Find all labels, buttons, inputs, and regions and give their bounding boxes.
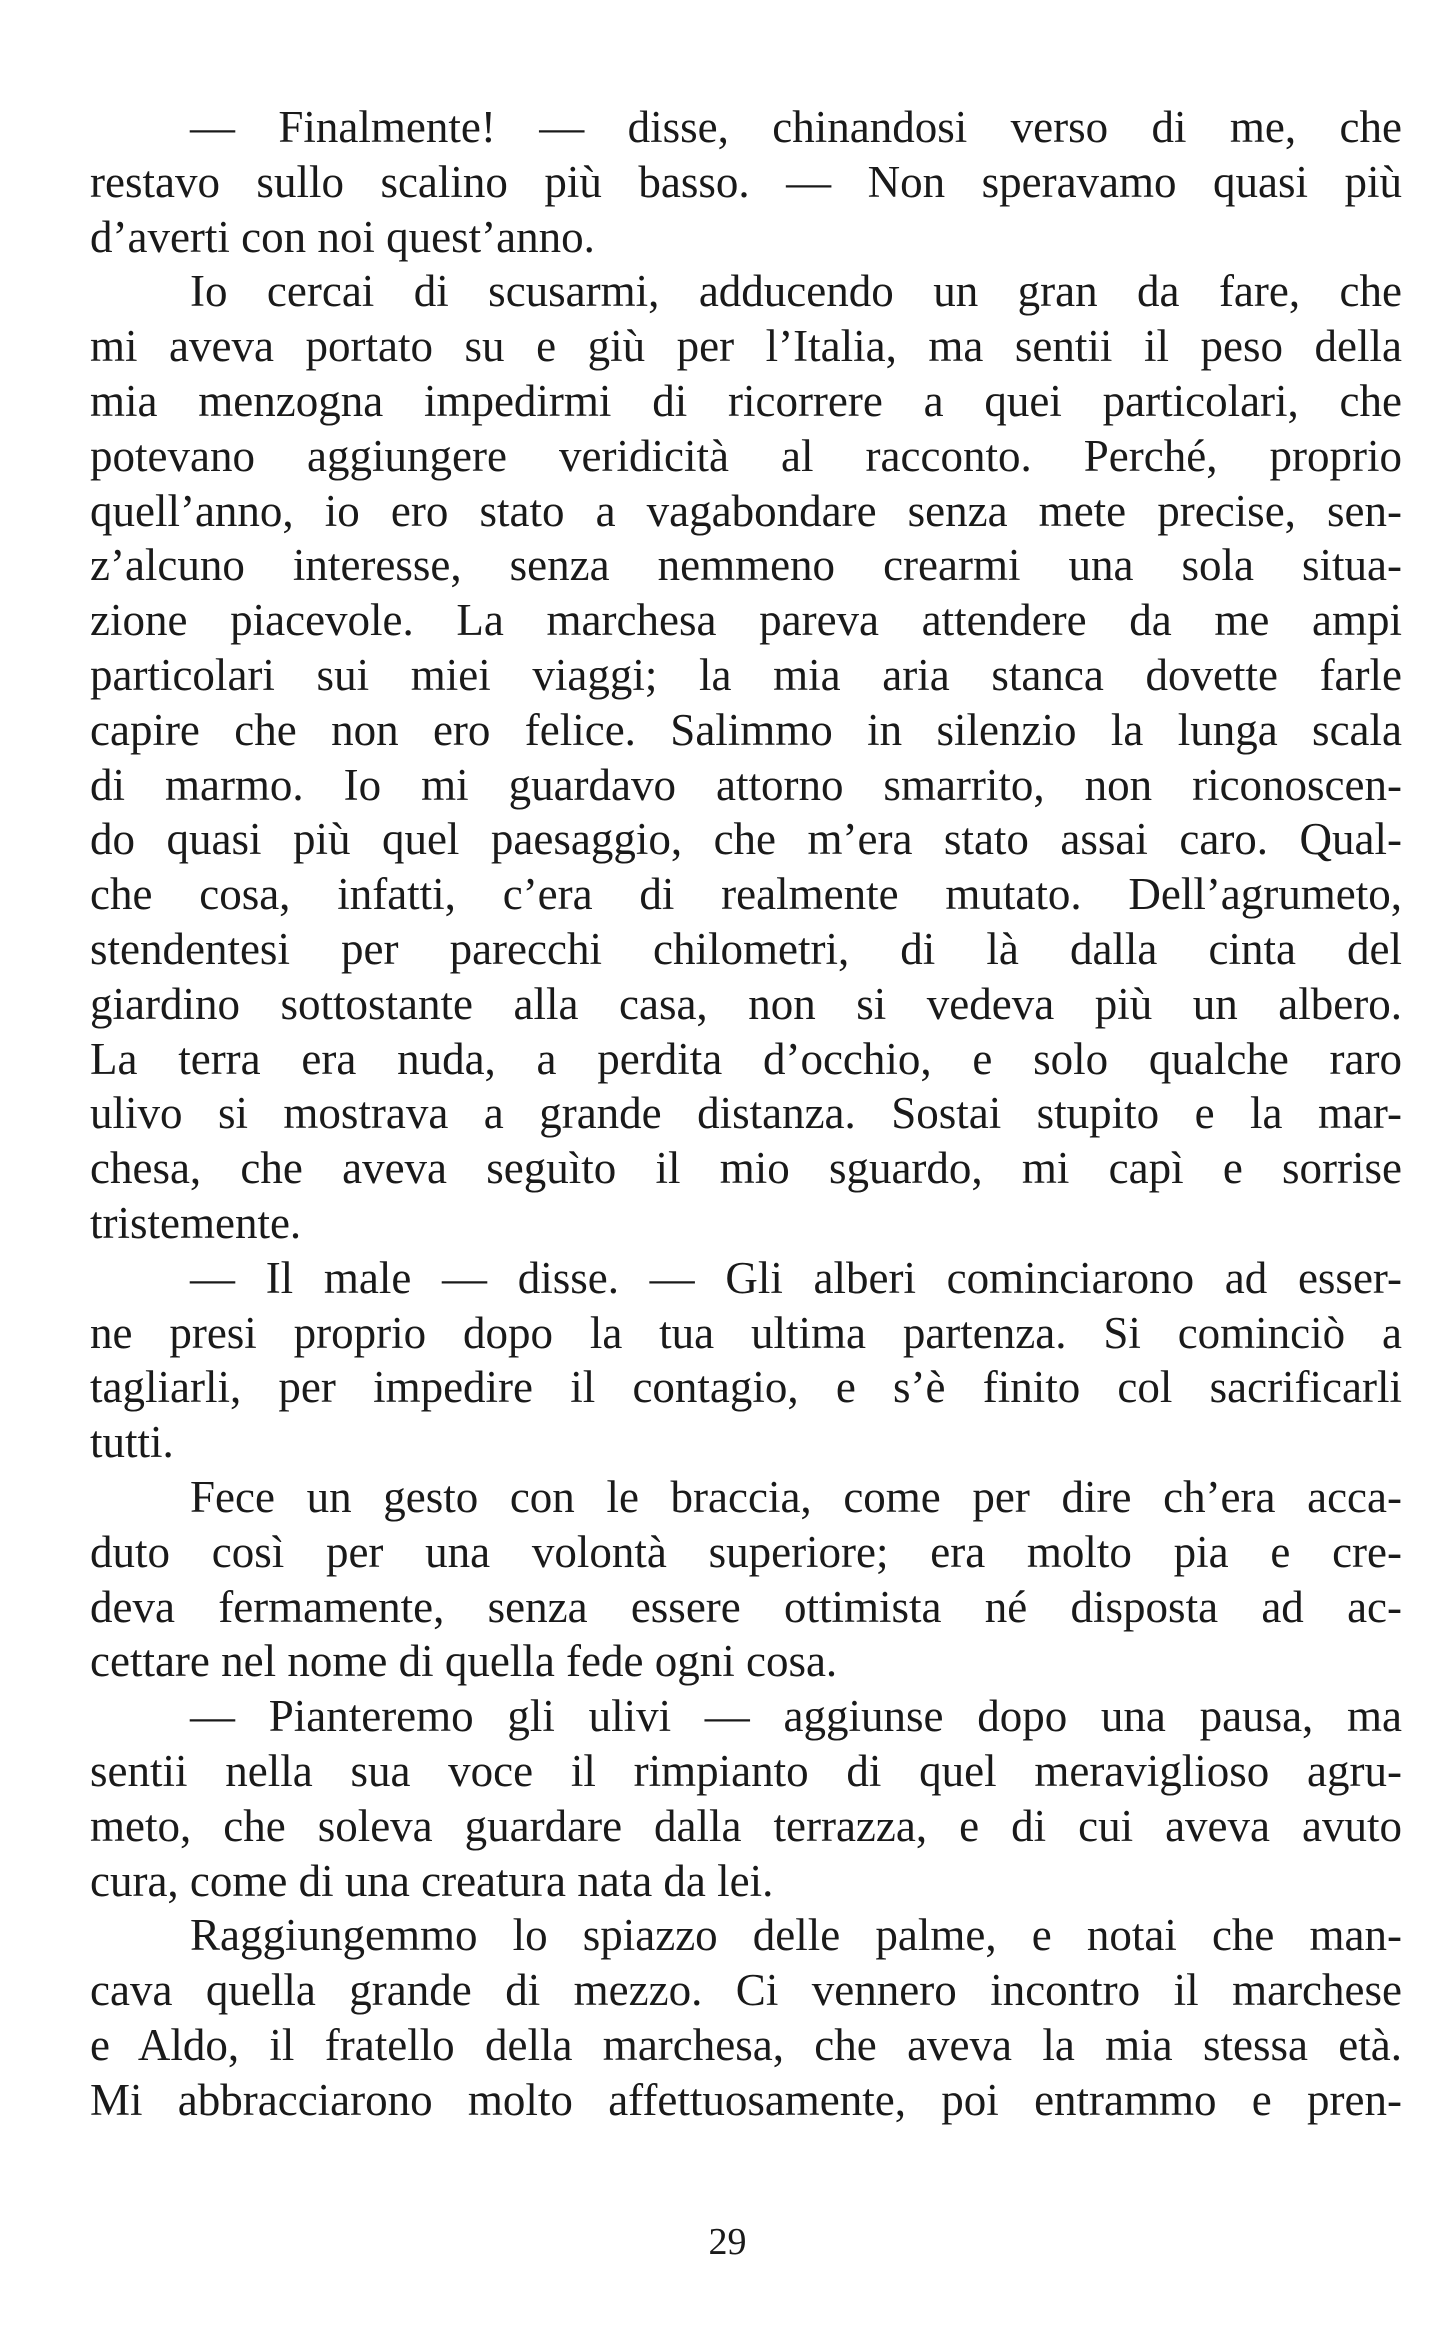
text-line: tristemente. bbox=[90, 1197, 302, 1248]
text-line: capire che non ero felice. Salimmo in silenzio la lunga scala bbox=[90, 704, 1402, 755]
text-line: cava quella grande di mezzo. Ci vennero incontro il marchese bbox=[90, 1965, 1402, 2016]
text-line: restavo sullo scalino più basso. — Non speravamo quasi più bbox=[90, 156, 1402, 207]
text-line: d’averti con noi quest’anno. bbox=[90, 211, 595, 262]
text-line: particolari sui miei viaggi; la mia aria stanca dovette farle bbox=[90, 649, 1402, 700]
text-line: Mi abbracciarono molto affettuosamente, poi entrammo e pren- bbox=[90, 2074, 1402, 2125]
text-line: sentii nella sua voce il rimpianto di quel meraviglioso agru- bbox=[90, 1745, 1402, 1796]
text-line: — Finalmente! — disse, chinandosi verso di me, che bbox=[190, 102, 1402, 152]
text-line: stendentesi per parecchi chilometri, di là dalla cinta del bbox=[90, 923, 1402, 974]
text-line: — Pianteremo gli ulivi — aggiunse dopo una pausa, ma bbox=[190, 1691, 1402, 1742]
text-line: zione piacevole. La marchesa pareva attendere da me ampi bbox=[90, 595, 1402, 646]
text-line: do quasi più quel paesaggio, che m’era stato assai caro. Qual- bbox=[90, 814, 1402, 865]
text-line: mia menzogna impedirmi di ricorrere a quei particolari, che bbox=[90, 375, 1402, 426]
text-line: ne presi proprio dopo la tua ultima partenza. Si cominciò a bbox=[90, 1307, 1402, 1358]
text-line: cura, come di una creatura nata da lei. bbox=[90, 1855, 774, 1906]
text-line: cettare nel nome di quella fede ogni cosa. bbox=[90, 1636, 838, 1687]
text-line: e Aldo, il fratello della marchesa, che aveva la mia stessa età. bbox=[90, 2019, 1402, 2070]
text-line: La terra era nuda, a perdita d’occhio, e solo qualche raro bbox=[90, 1033, 1402, 1084]
text-line: tagliarli, per impedire il contagio, e s’è finito col sacrificarli bbox=[90, 1362, 1402, 1413]
text-line: potevano aggiungere veridicità al racconto. Perché, proprio bbox=[90, 430, 1402, 481]
text-line: — Il male — disse. — Gli alberi cominciarono ad esser- bbox=[190, 1252, 1402, 1303]
text-line: Io cercai di scusarmi, adducendo un gran da fare, che bbox=[190, 266, 1402, 317]
text-line: deva fermamente, senza essere ottimista né disposta ad ac- bbox=[90, 1581, 1402, 1632]
text-line: di marmo. Io mi guardavo attorno smarrito, non riconoscen- bbox=[90, 759, 1402, 810]
text-line: duto così per una volontà superiore; era molto pia e cre- bbox=[90, 1526, 1402, 1577]
text-line: che cosa, infatti, c’era di realmente mutato. Dell’agrumeto, bbox=[90, 869, 1402, 920]
text-line: Raggiungemmo lo spiazzo delle palme, e notai che man- bbox=[190, 1910, 1402, 1961]
text-line: quell’anno, io ero stato a vagabondare senza mete precise, sen- bbox=[90, 485, 1402, 536]
text-line: ulivo si mostrava a grande distanza. Sostai stupito e la mar- bbox=[90, 1088, 1402, 1139]
body-text bbox=[90, 100, 1402, 2127]
page-number: 29 bbox=[708, 2221, 747, 2263]
text-line: z’alcuno interesse, senza nemmeno crearmi una sola situa- bbox=[90, 540, 1402, 591]
text-line: mi aveva portato su e giù per l’Italia, ma sentii il peso della bbox=[90, 321, 1402, 372]
text-line: meto, che soleva guardare dalla terrazza, e di cui aveva avuto bbox=[90, 1800, 1402, 1851]
text-line: Fece un gesto con le braccia, come per dire ch’era acca- bbox=[190, 1471, 1402, 1522]
text-line: chesa, che aveva seguìto il mio sguardo, mi capì e sorrise bbox=[90, 1143, 1402, 1194]
text-line: giardino sottostante alla casa, non si vedeva più un albero. bbox=[90, 978, 1402, 1029]
text-line: tutti. bbox=[90, 1417, 174, 1468]
